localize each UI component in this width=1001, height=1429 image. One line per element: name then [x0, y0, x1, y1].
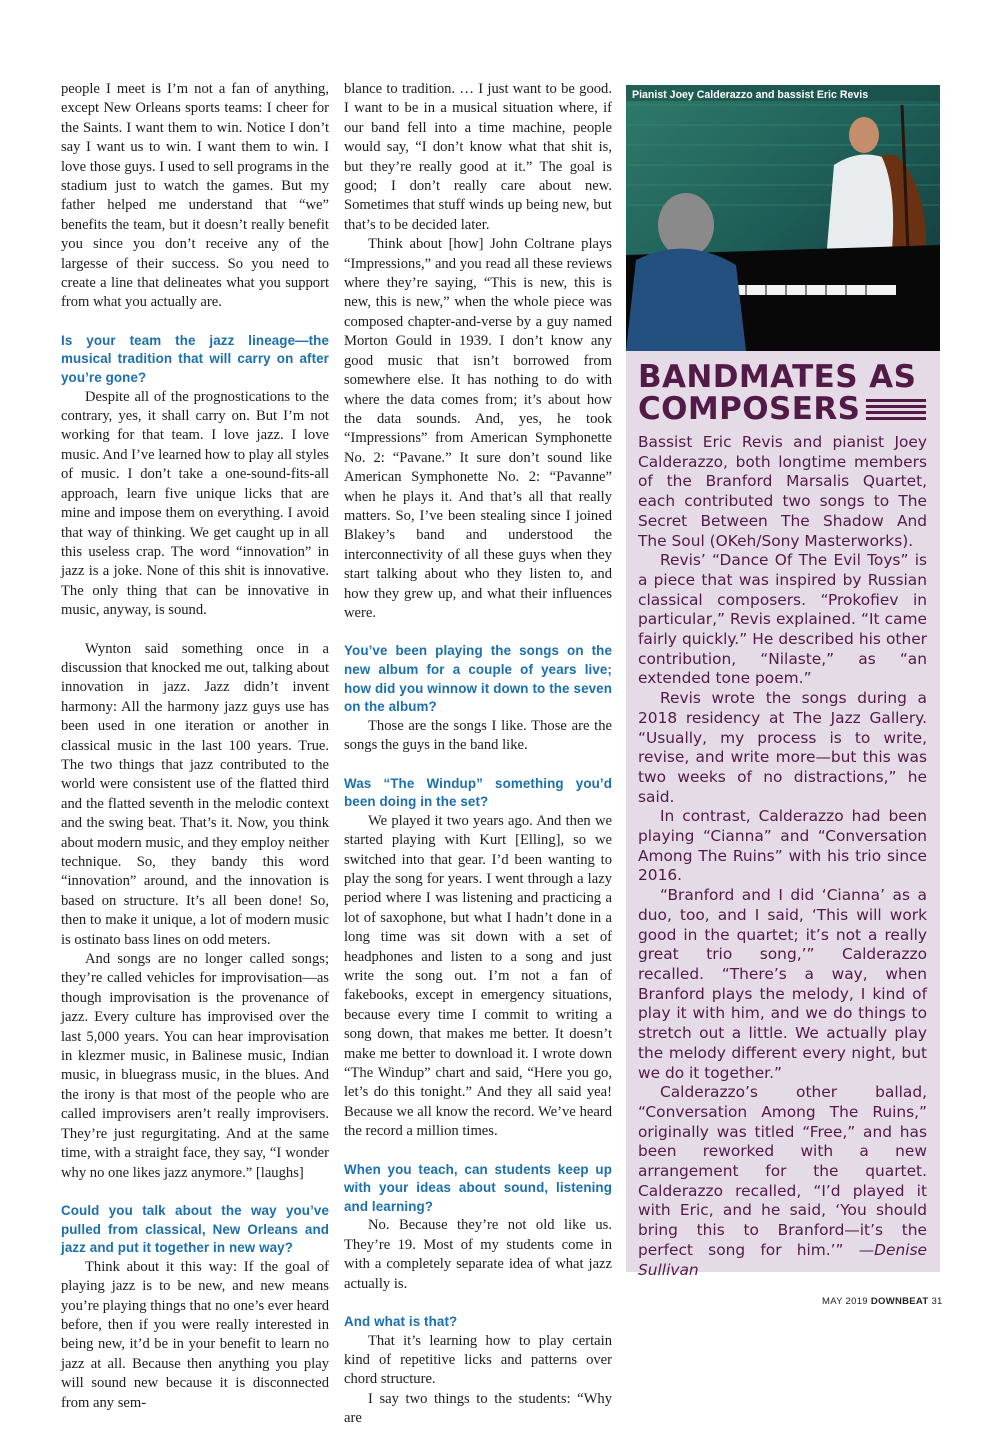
interview-question: Is your team the jazz lineage—the musical tradition that will carry on after you’re gone? — [61, 332, 329, 386]
issue-date: MAY 2019 — [822, 1296, 868, 1307]
sidebar-title-line2-row — [638, 393, 926, 425]
page-number: 31 — [931, 1296, 943, 1307]
sidebar-body — [638, 433, 927, 1280]
page-footer — [822, 1296, 943, 1307]
paragraph: Despite all of the prognostications to the contrary, yes, it shall carry on. But I’m not working for that team. I love jazz. I love music. And I’ve learned how to play all styles of music. I don’t take a one-sound-fits-all approach, learn five unique licks that are mine and impose them on everything. I avoid that way of thinking. We get caught up in all this useless crap. The word “innovation” in jazz is a joke. None of this shit is innovative. The only thing that can be innovative in music, anyway, is sound. — [61, 388, 329, 619]
paragraph: And songs are no longer called songs; they’re called vehicles for improvisation—as though improvisation is the provenance of jazz. Every culture has improvised over the last 5,000 years. You can hear improvisation in klezmer music, in Balinese music, Indian music, in bluegrass music, in the blues. And the irony is that most of the people who are called improvisers aren’t really improvisers. They’re just regurgitating. And at the same time, with a straight face, they say, “I wonder why no one likes jazz anymore.” [laughs] — [61, 951, 329, 1181]
interview-question: You’ve been playing the songs on the new album for a couple of years live; how did you winnow it down to the seven on the album? — [344, 643, 612, 715]
sidebar-title — [638, 361, 926, 425]
paragraph: That it’s learning how to play certain kind of repetitive licks and patterns over chord structure. — [344, 1332, 612, 1388]
paragraph: Those are the songs I like. Those are the songs the guys in the band like. — [344, 717, 612, 754]
sidebar-title-line2: COMPOSERS — [638, 391, 861, 427]
magazine-name: DOWNBEAT — [870, 1296, 929, 1307]
interview-question: Was “The Windup” something you’d been doing in the set? — [344, 775, 612, 810]
photo-illustration — [626, 85, 940, 351]
decorative-bars-icon — [866, 396, 926, 423]
sidebar-title-line1: BANDMATES AS — [638, 359, 917, 395]
sidebar-paragraph: Revis wrote the songs during a 2018 residency at The Jazz Gallery. “Usually, my process is to write, revise, and write more—but this was two weeks of no distractions,” he said. — [638, 689, 927, 806]
paragraph: Wynton said something once in a discussion that knocked me out, talking about innovation in jazz. Jazz didn’t invent harmony: All the harmony jazz guys use has been used in one iteration or another in classical music in the last 100 years. True. The two things that jazz contributed to the world were consistent use of the flatted third and the flatted seventh in the melodic context and the swing beat. That’s it. Now, you think about modern music, and they employ neither technique. So, they bandy this word “innovation” around, and the innovation is based on structure. It’s all been done! So, then to make it unique, a lot of modern music is ostinato bass lines on odd meters. — [61, 640, 329, 948]
sidebar-paragraph — [638, 1083, 927, 1280]
article-column-2 — [344, 80, 612, 1429]
photo-caption: Pianist Joey Calderazzo and bassist Eric Revis — [632, 89, 869, 101]
interview-question: Could you talk about the way you’ve pulled from classical, New Orleans and jazz and put it together in new way? — [61, 1202, 329, 1256]
sidebar-paragraph-text: Calderazzo’s other ballad, “Conversation Among The Ruins,” originally was titled “Free,” and has been reworked with a new arrangement for the quartet. Calderazzo recalled, “I’d played it with Eric, and he said, ‘You should bring this to Branford—it’s the perfect song for him.’” — [638, 1083, 927, 1259]
interview-question: And what is that? — [344, 1314, 458, 1330]
sidebar-paragraph: “Branford and I did ‘Cianna’ as a duo, too, and I said, ‘This will work good in the quartet; it’s not a really great trio song,’” Calderazzo recalled. “There’s a way, when Branford plays the melody, I kind of play it with him, and we do things to stretch out a little. We actually play the melody different every night, but we do it together.” — [638, 886, 927, 1082]
sidebar-box — [626, 351, 940, 1279]
paragraph: Think about [how] John Coltrane plays “Impressions,” and you read all these reviews where they’re saying, “This is new, this is new, this is new,” when the whole piece was composed chapter-and-verse by a guy named Morton Gould in 1939. I don’t know any good music that isn’t borrowed from somewhere else. It has nothing to do with where the data comes from; it’s about how the data sounds. And, yes, he took “Impressions” from American Symphonette No. 2: “Pavane.” It sure don’t sound like American Symphonette No. 2: “Pavanne” when he plays it. And that’s all that really matters. So, I’ve been stealing since I joined Blakey’s band and understood the interconnectivity of all these guys when they start talking about who they listen to, and how they grew up, and what their influences were. — [344, 236, 612, 621]
sidebar-paragraph: In contrast, Calderazzo had been playing “Cianna” and “Conversation Among The Ruins” with his trio since 2016. — [638, 807, 927, 885]
article-column-1 — [61, 80, 329, 1413]
byline: —Denise Sullivan — [638, 1240, 927, 1279]
musicians-photo — [626, 85, 940, 351]
paragraph: We played it two years ago. And then we started playing with Kurt [Elling], so we switched into that gear. I’d been wanting to play the song for years. I went through a lazy period where I was listening and practicing a lot of saxophone, but what I hadn’t done in a long time was sit down with a set of headphones and listen to a song and just write the song out. I’m not a fan of fakebooks, except in emergency situations, because every time I commit to writing a song down, that makes me better. It doesn’t make me better to download it. I wrote down “The Windup” chart and said, “Here you go, let’s do this tonight.” And they all said yea! Because we all know the record. We’ve heard the record a million times. — [344, 812, 612, 1140]
sidebar-paragraph: Revis’ “Dance Of The Evil Toys” is a piece that was inspired by Russian classical composers. “Prokofiev in particular,” Revis explained. “It came fairly quickly.” He described his other contribution, “Nilaste,” as “an extended tone poem.” — [638, 551, 927, 688]
paragraph: I say two things to the students: “Why are — [344, 1390, 612, 1427]
interview-question: When you teach, can students keep up with your ideas about sound, listening and learning? — [344, 1161, 612, 1214]
sidebar-paragraph: Bassist Eric Revis and pianist Joey Calderazzo, both longtime members of the Branford Marsalis Quartet, each contributed two songs to The Secret Between The Shadow And The Soul (OKeh/Sony Masterworks). — [638, 433, 927, 550]
paragraph: people I meet is I’m not a fan of anything, except New Orleans sports teams: I cheer for the Saints. I want them to win. Notice I don’t say I want us to win. I want them to win. I love those guys. I used to sell programs in the stadium just to watch the games. But my father helped me understand that “we” benefits the team, but it doesn’t really benefit you since you don’t receive any of the largesse of their success. So you need to create a line that delineates what you support from what you actually are. — [61, 81, 329, 311]
paragraph: blance to tradition. … I just want to be good. I want to be in a musical situation where, if our band fell into a time machine, people would say, “I don’t know what that shit is, but they’re really good at it.” The goal is good; I don’t really care about new. Sometimes that stuff winds up being new, but that’s to be decided later. — [344, 81, 612, 233]
paragraph: Think about it this way: If the goal of playing jazz is to be new, and new means you’re playing things that no one’s ever heard before, then if you were really interested in being new, it’d be in your benefit to learn no jazz at all. Because then anything you play will sound new because it is disconnected from any sem- — [61, 1258, 329, 1411]
paragraph: No. Because they’re not old like us. They’re 19. Most of my students come in with a completely separate idea of what jazz actually is. — [344, 1217, 612, 1292]
